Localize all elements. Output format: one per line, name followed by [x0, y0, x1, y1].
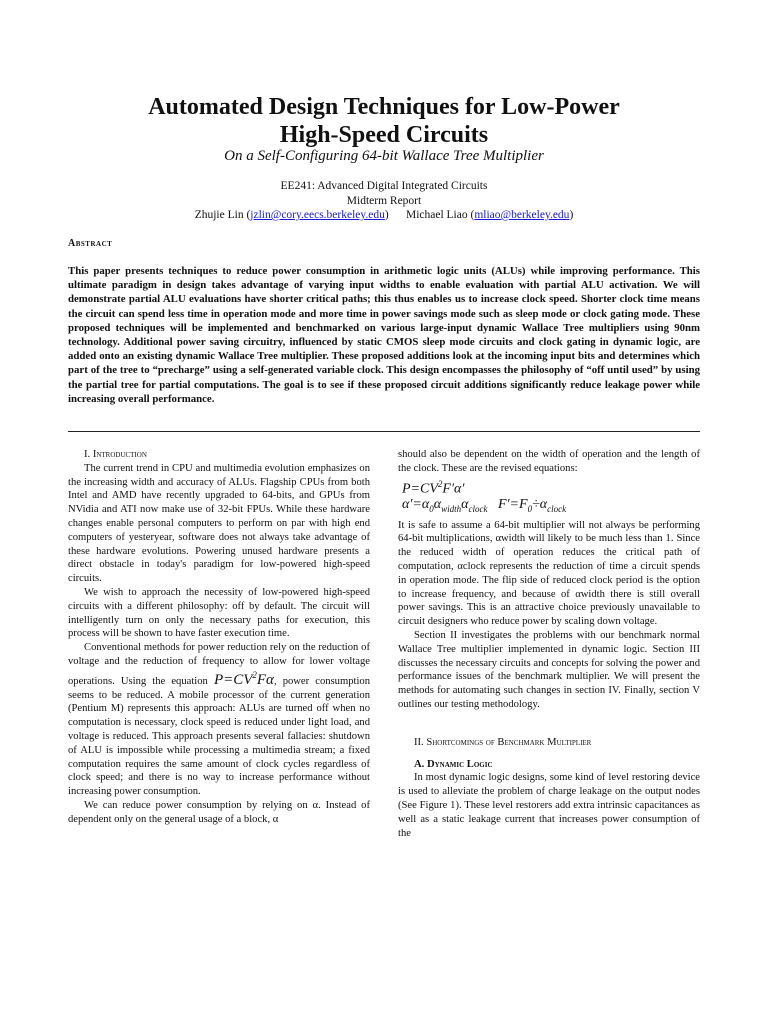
right-paragraph-2: It is safe to assume a 64-bit multiplier will not always be performing 64-bit multiplications, αwidth will likely to be much less than 1. Since the reduced width of operation reduces the critical path of computation, αclock represents the reduction of time a circuit spends in operation mode. The flip side of reduced clock period is the option to increase frequency, and because of αwidth there is still overall power savings. This is an attractive choice previously unavailable to circuit designers who reduce power by scaling down voltage. — [398, 519, 700, 628]
paper-title-line-2: High-Speed Circuits — [279, 122, 489, 148]
author-1-email-link[interactable]: jzlin@cory.eecs.berkeley.edu — [250, 209, 385, 221]
author-2-email-link[interactable]: mliao@berkeley.edu — [474, 209, 570, 221]
paper-title-line-1: Automated Design Techniques for Low-Power — [148, 94, 620, 120]
section-2-heading: II. Shortcomings of Benchmark Multiplier — [414, 736, 592, 748]
intro-paragraph-3-end: , power consumption seems to be reduced. A mobile processor of the current generation (Pentium M) represents this approach: ALUs are turned off when no computation is necessary, clock speed is reduced under light load, and voltage is reduced. This approach presents several fallacies: shutdown of ALU is impossible while processing a multimedia stream; a fixed computation requires the same amount of clock cycles regardless of clock speed; and there is no way to increase performance without increasing power consumption. — [68, 675, 371, 798]
course-name: EE241: Advanced Digital Integrated Circuits — [280, 180, 488, 192]
intro-paragraph-1: The current trend in CPU and multimedia evolution emphasizes on the increasing width and accuracy of ALUs. Flagship CPUs from both Intel and AMD have recently upgraded to 64-bits, and GPUs from NVidia and ATI now make use of 32-bit FPUs. While these hardware changes enable personal computers to perform on par with high end computers of yesteryear, software does not always take advantage of these hardware evolutions. Powering unused hardware presents a direct obstacle in today's paradigm for low-powered high-speed circuits. — [68, 462, 370, 585]
section-1-heading: I. Introduction — [84, 449, 147, 460]
intro-paragraph-3-start: Conventional methods for power reduction rely on the reduction of voltage and the reduction of frequency to allow for lower voltage operations. Using the equation — [68, 642, 370, 687]
report-type: Midterm Report — [346, 195, 422, 207]
intro-paragraph-2: We wish to approach the necessity of low-powered high-speed circuits with a different philosophy: off by default. The circuit will intelligently turn on only the necessary paths for execution, this process will be shown to have faster execution time. — [68, 586, 370, 640]
author-line: Zhujie Lin (jzlin@cory.eecs.berkeley.edu) Michael Liao (mliao@berkeley.edu) — [194, 209, 574, 221]
power-equation-inline: $P=CV^2F\alpha$ — [213, 669, 274, 688]
intro-paragraph-3 — [68, 641, 370, 799]
abstract-text: This paper presents techniques to reduce power consumption in arithmetic logic units (ALUs) while improving performance. This ultimate paradigm in design takes advantage of varying input widths to enable evaluation with partial ALU activation. We will demonstrate partial ALU evaluations have shorter critical paths; this thus enables us to increase clock speed. Shorter clock time means the circuit can spend less time in operation mode and more time in power savings mode such as sleep mode or clock gating mode. These proposed techniques will be implemented and benchmarked on various large-input dynamic Wallace Tree multipliers using 90nm technology. Additional power saving circuitry, influenced by static CMOS sleep mode circuits and clock gating in dynamic logic, are added onto an existing dynamic Wallace Tree multiplier. These proposed additions look at the incoming input bits and determines which part of the tree to “precharge” using a self-generated variable clock. This design encompasses the philosophy of “off until used” by using the partial tree for partial computations. The goal is to see if these proposed circuit additions significantly reduce leakage power while increasing overall performance. — [68, 265, 700, 405]
revised-power-equation: $P=CV^2F'\alpha'$ — [402, 478, 465, 497]
right-paragraph-4: In most dynamic logic designs, some kind of level restoring device is used to alleviate the problem of charge leakage on the output nodes (See Figure 1). These level restorers add extra intrinsic capacitances as well as a static leakage current that increases power consumption of the — [398, 772, 700, 839]
abstract-heading: Abstract — [68, 238, 113, 249]
intro-paragraph-4: We can reduce power consumption by relying on α. Instead of dependent only on the general usage of a block, α — [68, 799, 370, 825]
author-1-name: Zhujie Lin — [194, 209, 244, 221]
paper-subtitle: On a Self-Configuring 64-bit Wallace Tree Multiplier — [224, 148, 544, 164]
revised-alpha-equation: $\alpha'=\alpha_0\alpha_{width}\alpha_{clock}$ $F'=F_0\div\alpha_{clock}$ — [402, 497, 567, 514]
section-divider — [68, 431, 700, 432]
right-paragraph-3: Section II investigates the problems with our benchmark normal Wallace Tree multiplier implemented in dynamic logic. Section III discusses the necessary circuits and concepts for solving the power and performance issues of the benchmark multiplier. We will present the methods for automating such changes in section IV. Finally, section V outlines our testing methodology. — [398, 630, 700, 710]
left-column — [68, 448, 370, 827]
subsection-a-heading: A. Dynamic Logic — [414, 758, 493, 770]
right-column — [398, 448, 700, 840]
right-paragraph-1: should also be dependent on the width of operation and the length of the clock. These are the revised equations: — [398, 449, 700, 474]
author-2-name: Michael Liao — [405, 209, 468, 221]
